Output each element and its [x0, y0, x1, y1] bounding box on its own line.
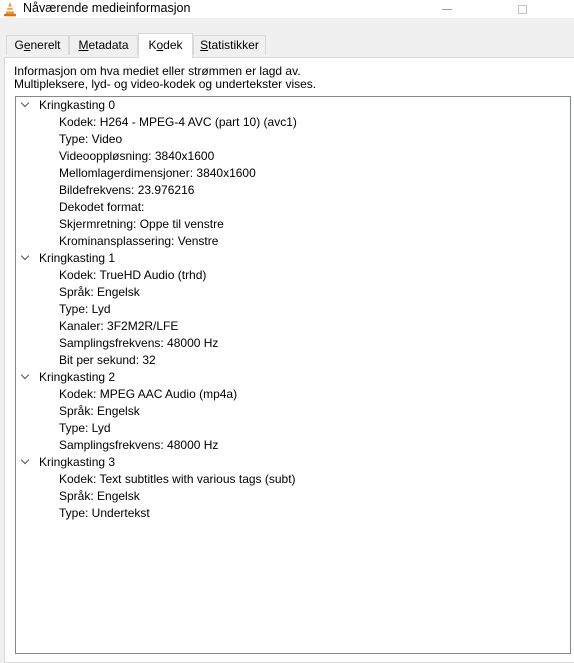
- tree-item[interactable]: Samplingsfrekvens: 48000 Hz: [59, 438, 219, 452]
- maximize-button[interactable]: [499, 0, 545, 18]
- window-title: Nåværende medieinformasjon: [23, 1, 191, 15]
- chevron-down-icon[interactable]: [21, 456, 29, 464]
- info-line: Informasjon om hva mediet eller strømmen er lagd av.: [14, 64, 301, 78]
- vlc-cone-icon: [2, 1, 18, 17]
- tree-item[interactable]: Type: Lyd: [59, 302, 111, 316]
- stream-tree[interactable]: [15, 96, 571, 654]
- tree-item[interactable]: Språk: Engelsk: [59, 285, 140, 299]
- chevron-down-icon[interactable]: [21, 252, 29, 260]
- tab-metadata[interactable]: Metadata: [69, 35, 138, 55]
- minimize-button[interactable]: [424, 0, 470, 18]
- info-text: [14, 65, 316, 91]
- tree-item[interactable]: Kodek: H264 - MPEG-4 AVC (part 10) (avc1): [59, 115, 297, 129]
- tab-kodek[interactable]: Kodek: [138, 33, 193, 58]
- tree-node-stream-1[interactable]: Kringkasting 1: [39, 251, 116, 265]
- tree-item[interactable]: Kanaler: 3F2M2R/LFE: [59, 319, 179, 333]
- title-bar: [0, 0, 574, 18]
- tab-statistikker[interactable]: Statistikker: [193, 35, 266, 55]
- tree-node-stream-2[interactable]: Kringkasting 2: [39, 370, 116, 384]
- tree-item[interactable]: Kodek: TrueHD Audio (trhd): [59, 268, 207, 282]
- chevron-down-icon[interactable]: [21, 371, 29, 379]
- tree-item[interactable]: Bit per sekund: 32: [59, 353, 156, 367]
- tree-node-stream-3[interactable]: Kringkasting 3: [39, 455, 116, 469]
- tree-item[interactable]: Kodek: Text subtitles with various tags (subt): [59, 472, 296, 486]
- tree-item[interactable]: Dekodet format:: [59, 200, 145, 214]
- tree-item[interactable]: Mellomlagerdimensjoner: 3840x1600: [59, 166, 256, 180]
- maximize-icon: [518, 5, 527, 14]
- tree-item[interactable]: Bildefrekvens: 23.976216: [59, 183, 195, 197]
- tree-item[interactable]: Videooppløsning: 3840x1600: [59, 149, 215, 163]
- tree-item[interactable]: Kodek: MPEG AAC Audio (mp4a): [59, 387, 238, 401]
- tree-item[interactable]: Type: Video: [59, 132, 123, 146]
- tree-node-stream-0[interactable]: Kringkasting 0: [39, 98, 116, 112]
- chevron-down-icon[interactable]: [21, 99, 29, 107]
- tree-item[interactable]: Språk: Engelsk: [59, 404, 140, 418]
- tree-item[interactable]: Type: Lyd: [59, 421, 111, 435]
- info-line: Multipleksere, lyd- og video-kodek og undertekster vises.: [14, 77, 317, 91]
- tree-item[interactable]: Skjermretning: Oppe til venstre: [59, 217, 224, 231]
- tree-item[interactable]: Krominansplassering: Venstre: [59, 234, 219, 248]
- tree-item[interactable]: Språk: Engelsk: [59, 489, 140, 503]
- minimize-icon: [442, 9, 452, 10]
- tree-item[interactable]: Type: Undertekst: [59, 506, 150, 520]
- tab-generelt[interactable]: Generelt: [6, 35, 69, 55]
- tree-item[interactable]: Samplingsfrekvens: 48000 Hz: [59, 336, 219, 350]
